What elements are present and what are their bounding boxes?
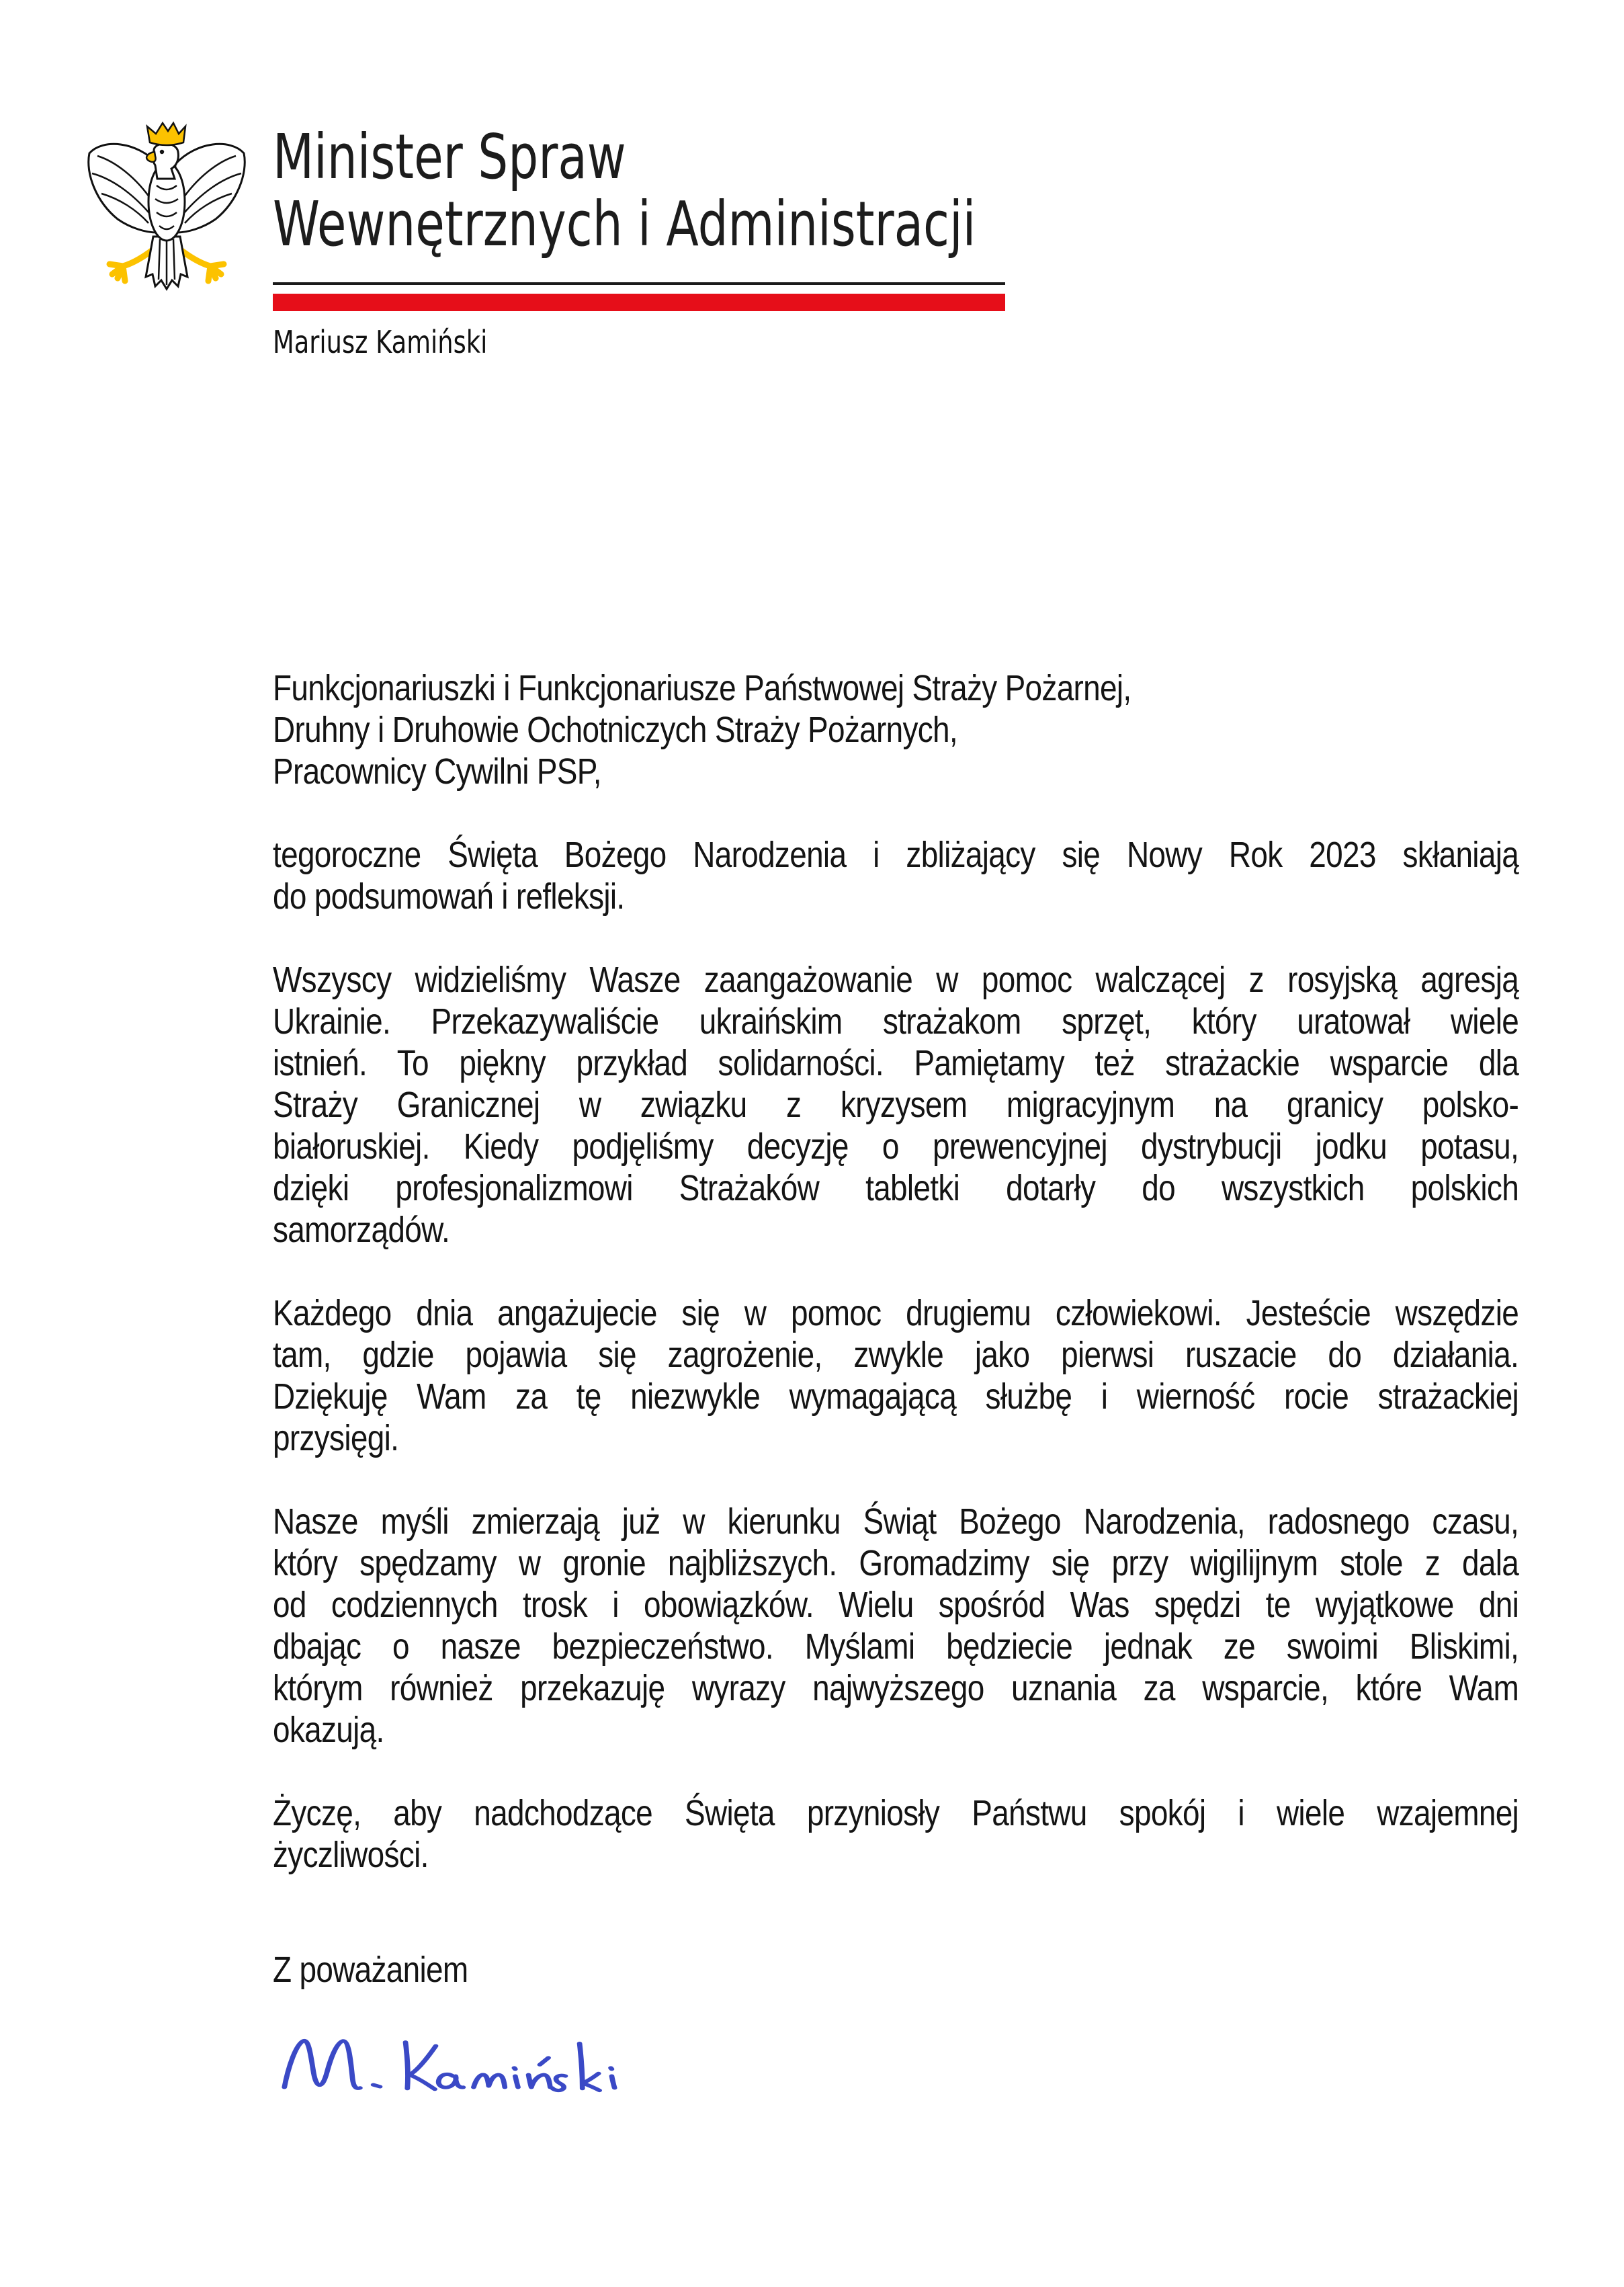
minister-name: Mariusz Kamiński [273, 324, 488, 360]
signature-stroke [284, 2040, 614, 2090]
paragraph-line: Życzę, aby nadchodzące Święta przyniosły Państwu spokój i wiele wzajemnej [273, 1793, 1519, 1833]
paragraph-line: okazują. [273, 1710, 384, 1750]
paragraph-line: Każdego dnia angażujecie się w pomoc drugiemu człowiekowi. Jesteście wszędzie [273, 1293, 1519, 1333]
paragraph-line: od codziennych trosk i obowiązków. Wielu spośród Was spędzi te wyjątkowe dni [273, 1585, 1519, 1625]
header-rule [273, 282, 1005, 285]
paragraph-line: istnień. To piękny przykład solidarności. Pamiętamy też strażackie wsparcie dla [273, 1043, 1519, 1083]
eagle-beak [146, 152, 156, 162]
paragraph-line: Straży Granicznej w związku z kryzysem migracyjnym na granicy polsko- [273, 1085, 1519, 1125]
letter-paragraph [273, 959, 1519, 1251]
eagle-tail [146, 237, 187, 289]
paragraph-line: Ukrainie. Przekazywaliście ukraińskim strażakom sprzęt, który uratował wiele [273, 1001, 1519, 1042]
ministry-title [273, 121, 976, 260]
flag-accent-bar [273, 294, 1005, 311]
paragraph-line: dzięki profesjonalizmowi Strażaków tabletki dotarły do wszystkich polskich [273, 1168, 1519, 1208]
paragraph-line: samorządów. [273, 1210, 450, 1250]
eagle-crown [147, 123, 185, 145]
salutation-block [273, 667, 1519, 792]
polish-eagle-emblem [83, 121, 251, 297]
paragraph-line: dbając o nasze bezpieczeństwo. Myślami będziecie jednak ze swoimi Bliskimi, [273, 1626, 1519, 1667]
paragraph-line: do podsumowań i refleksji. [273, 876, 625, 917]
letter-paragraph [273, 1292, 1519, 1459]
letter-paragraph [273, 834, 1519, 917]
paragraph-line: którym również przekazuję wyrazy najwyższego uznania za wsparcie, które Wam [273, 1668, 1519, 1708]
paragraph-line: życzliwości. [273, 1835, 429, 1875]
paragraph-line: Wszyscy widzieliśmy Wasze zaangażowanie w pomoc walczącej z rosyjską agresją [273, 960, 1519, 1000]
paragraph-line: który spędzamy w gronie najbliższych. Gromadzimy się przy wigilijnym stole z dala [273, 1543, 1519, 1583]
ministry-title-line1: Minister Spraw [273, 121, 626, 193]
paragraph-line: przysięgi. [273, 1418, 399, 1458]
paragraph-line: Dziękuję Wam za tę niezwykle wymagającą służbę i wierność rocie strażackiej [273, 1376, 1519, 1417]
paragraph-line: tam, gdzie pojawia się zagrożenie, zwykle jako pierwsi ruszacie do działania. [273, 1335, 1519, 1375]
letter-body [273, 667, 1519, 1876]
salutation-line: Druhny i Druhowie Ochotniczych Straży Pożarnych, [273, 710, 957, 750]
salutation-line: Funkcjonariuszki i Funkcjonariusze Państwowej Straży Pożarnej, [273, 668, 1131, 708]
paragraph-line: Nasze myśli zmierzają już w kierunku Świąt Bożego Narodzenia, radosnego czasu, [273, 1501, 1519, 1542]
eagle-eye [160, 150, 164, 154]
closing-phrase: Z poważaniem [273, 1950, 468, 1990]
letter-paragraph [273, 1792, 1519, 1876]
salutation-line: Pracownicy Cywilni PSP, [273, 751, 601, 792]
handwritten-signature [277, 2030, 632, 2095]
letter-paragraph [273, 1501, 1519, 1751]
paragraph-line: białoruskiej. Kiedy podjęliśmy decyzję o prewencyjnej dystrybucji jodku potasu, [273, 1126, 1519, 1167]
ministry-title-line2: Wewnętrznych i Administracji [273, 188, 976, 260]
paragraph-line: tegoroczne Święta Bożego Narodzenia i zbliżający się Nowy Rok 2023 skłaniają [273, 835, 1519, 875]
